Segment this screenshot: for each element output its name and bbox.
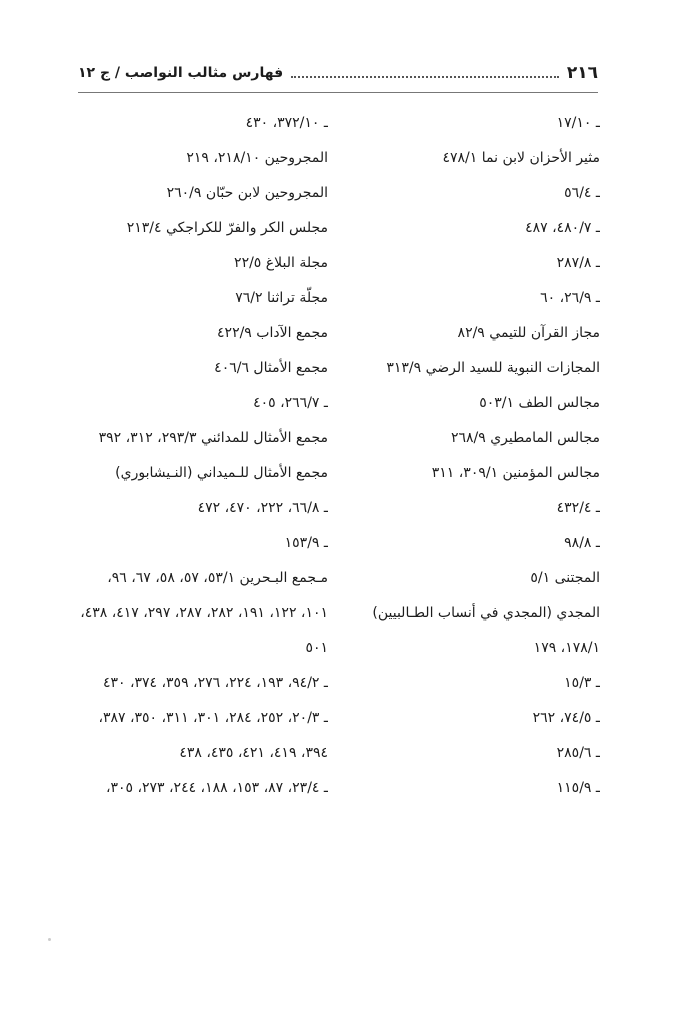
index-entry: مجمع الآداب ٤٢٢/٩ <box>217 325 328 341</box>
index-entry: ـ ٢٦/٩، ٦٠ <box>540 290 600 306</box>
index-entry: ـ ١١٥/٩ <box>556 780 600 796</box>
index-entry: مجلس الكر والفرّ للكراجكي ٢١٣/٤ <box>126 220 328 236</box>
page-number: ٢١٦ <box>566 63 598 83</box>
index-entry: مجمع الأمثال للـميداني (النـيشابوري) <box>115 465 328 481</box>
index-entry: ـ ٧٤/٥، ٢٦٢ <box>532 710 600 726</box>
index-entry: مجالس المؤمنين ٣٠٩/١، ٣١١ <box>431 465 600 481</box>
index-entry: ـ ٣٧٢/١٠، ٤٣٠ <box>245 115 328 131</box>
index-entry: مجلّة تراثنا ٧٦/٢ <box>235 290 328 306</box>
index-entry: ـ ١٥٣/٩ <box>284 535 328 551</box>
index-entry: المجازات النبوية للسيد الرضي ٣١٣/٩ <box>386 360 600 376</box>
scan-speck <box>48 938 51 941</box>
page-header <box>78 58 598 88</box>
index-entry: ـ ٦٦/٨، ٢٢٢، ٤٧٠، ٤٧٢ <box>197 500 328 516</box>
index-entry: المجتنى ٥/١ <box>530 570 600 586</box>
index-entry: المجروحين لابن حبّان ٢٦٠/٩ <box>166 185 328 201</box>
index-entry: ـ ٤٣٢/٤ <box>556 500 600 516</box>
index-entry: مجمع الأمثال ٤٠٦/٦ <box>214 360 328 376</box>
index-entry: المجدي (المجدي في أنساب الطـالبيين) <box>372 605 600 621</box>
index-entry: مثير الأحزان لابن نما ٤٧٨/١ <box>442 150 600 166</box>
index-entry: ١٧٨/١، ١٧٩ <box>533 640 600 656</box>
index-entry: مجاز القرآن للتيمي ٨٢/٩ <box>457 325 600 341</box>
index-entry: ـ ٢٣/٤، ٨٧، ١٥٣، ١٨٨، ٢٤٤، ٢٧٣، ٣٠٥، <box>105 780 328 796</box>
index-entry: مجمع الأمثال للمدائني ٢٩٣/٣، ٣١٢، ٣٩٢ <box>98 430 328 446</box>
header-leader-dots <box>291 76 559 78</box>
index-entry: ـ ٩٤/٢، ١٩٣، ٢٢٤، ٢٧٦، ٣٥٩، ٣٧٤، ٤٣٠ <box>102 675 328 691</box>
index-column-left <box>38 106 328 806</box>
index-entry: ـ ٢٨٥/٦ <box>556 745 600 761</box>
index-entry: ٥٠١ <box>305 640 328 656</box>
header-rule <box>78 92 598 93</box>
index-entry: ـ ٥٦/٤ <box>564 185 600 201</box>
index-entry: ـ ٢٨٧/٨ <box>556 255 600 271</box>
index-entry: ١٠١، ١٢٢، ١٩١، ٢٨٢، ٢٨٧، ٢٩٧، ٤١٧، ٤٣٨، <box>80 605 328 621</box>
running-title: فهارس مثالب النواصب / ج ١٢ <box>78 65 284 81</box>
index-entry: مجلة البلاغ ٢٢/٥ <box>234 255 328 271</box>
index-entry: مجالس الطف ٥٠٣/١ <box>479 395 600 411</box>
index-entry: ـ ٢٦٦/٧، ٤٠٥ <box>253 395 328 411</box>
index-entry: ـ ١٥/٣ <box>564 675 600 691</box>
index-entry: المجروحين ٢١٨/١٠، ٢١٩ <box>186 150 328 166</box>
index-column-right <box>350 106 600 806</box>
index-entry: ـ ٢٠/٣، ٢٥٢، ٢٨٤، ٣٠١، ٣١١، ٣٥٠، ٣٨٧، <box>98 710 328 726</box>
index-entry: مجالس المامطيري ٢٦٨/٩ <box>450 430 600 446</box>
index-entry: مـجمع البـحرين ٥٣/١، ٥٧، ٥٨، ٦٧، ٩٦، <box>107 570 328 586</box>
index-entry: ٣٩٤، ٤١٩، ٤٢١، ٤٣٥، ٤٣٨ <box>179 745 328 761</box>
index-entry: ـ ٤٨٠/٧، ٤٨٧ <box>525 220 600 236</box>
index-entry: ـ ١٧/١٠ <box>556 115 600 131</box>
index-entry: ـ ٩٨/٨ <box>564 535 600 551</box>
